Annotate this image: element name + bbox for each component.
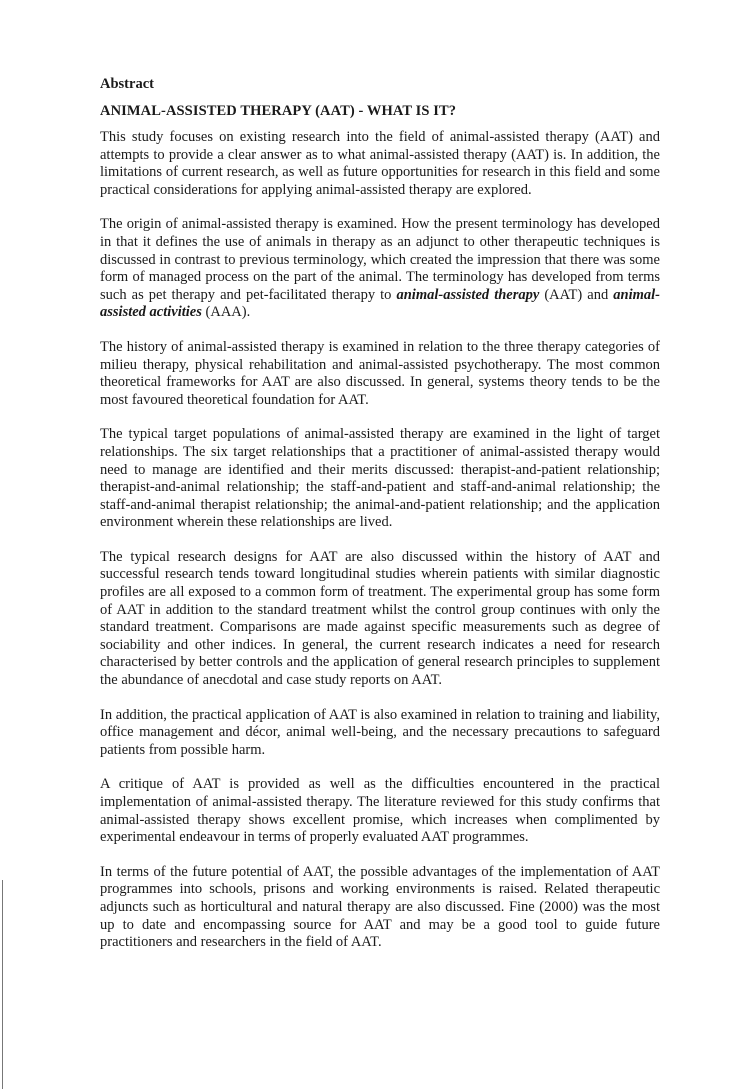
scan-edge-line <box>2 880 3 1089</box>
paragraph-2-text-e: (AAA). <box>201 304 251 321</box>
section-label: Abstract <box>100 76 154 92</box>
paragraph-2-text-a: The origin of animal-assisted therapy is examined. How the present terminology has developed in that it defines the use of animals in therapy as an adjunct to other therapeutic techniques is discussed in contrast to previous terminology, which created the impression that there was some form of managed process on the part of the animal. The terminology has developed from terms such as pet therapy and pet-facilitated therapy to <box>100 216 660 303</box>
paragraph-7: A critique of AAT is provided as well as the difficulties encountered in the practical implementation of animal-assisted therapy. The literature reviewed for this study confirms that animal-assisted therapy shows excellent promise, which increases when complimented by experimental endeavour in terms of properly evaluated AAT programmes. <box>100 776 660 846</box>
term-animal-assisted-therapy: animal-assisted therapy <box>396 286 540 303</box>
paragraph-4: The typical target populations of animal-assisted therapy are examined in the light of target relationships. The six target relationships that a practitioner of animal-assisted therapy would need to manage are identified and their merits discussed: therapist-and-patient relationship; therapist-and-animal relationship; the staff-and-patient and staff-and-animal relationship; the staff-and-animal therapist relationship; the animal-and-patient relationship; and the application environment wherein these relationships are lived. <box>100 426 660 531</box>
document-title: ANIMAL-ASSISTED THERAPY (AAT) - WHAT IS IT? <box>100 103 457 119</box>
document-page <box>100 76 660 969</box>
paragraph-5: The typical research designs for AAT are also discussed within the history of AAT and successful research tends toward longitudinal studies wherein patients with similar diagnostic profiles are all exposed to a common form of treatment. The experimental group has some form of AAT in addition to the standard treatment whilst the control group continues with only the standard treatment. Comparisons are made against specific measurements such as degree of sociability and other indices. In general, the current research indicates a need for research characterised by better controls and the application of general research principles to supplement the abundance of anecdotal and case study reports on AAT. <box>100 548 660 689</box>
paragraph-2 <box>100 216 660 322</box>
paragraph-1: This study focuses on existing research into the field of animal-assisted therapy (AAT) and attempts to provide a clear answer as to what animal-assisted therapy (AAT) is. In addition, the limitations of current research, as well as future opportunities for research in this field and some practical considerations for applying animal-assisted therapy are explored. <box>100 129 660 198</box>
paragraph-3: The history of animal-assisted therapy is examined in relation to the three therapy categories of milieu therapy, physical rehabilitation and animal-assisted psychotherapy. The most common theoretical frameworks for AAT are also discussed. In general, systems theory tends to be the most favoured theoretical foundation for AAT. <box>100 338 660 408</box>
paragraph-8: In terms of the future potential of AAT, the possible advantages of the implementation of AAT programmes into schools, prisons and working environments is raised. Related therapeutic adjuncts such as horticultural and natural therapy are also discussed. Fine (2000) was the most up to date and encompassing source for AAT and may be a good tool to guide future practitioners and researchers in the field of AAT. <box>100 863 660 951</box>
paragraph-2-text-c: (AAT) and <box>539 286 614 303</box>
term-animal-assisted-activities: animal-assisted activities <box>100 286 660 321</box>
paragraph-6: In addition, the practical application of AAT is also examined in relation to training and liability, office management and décor, animal well-being, and the necessary precautions to safeguard patients from possible harm. <box>100 706 660 758</box>
